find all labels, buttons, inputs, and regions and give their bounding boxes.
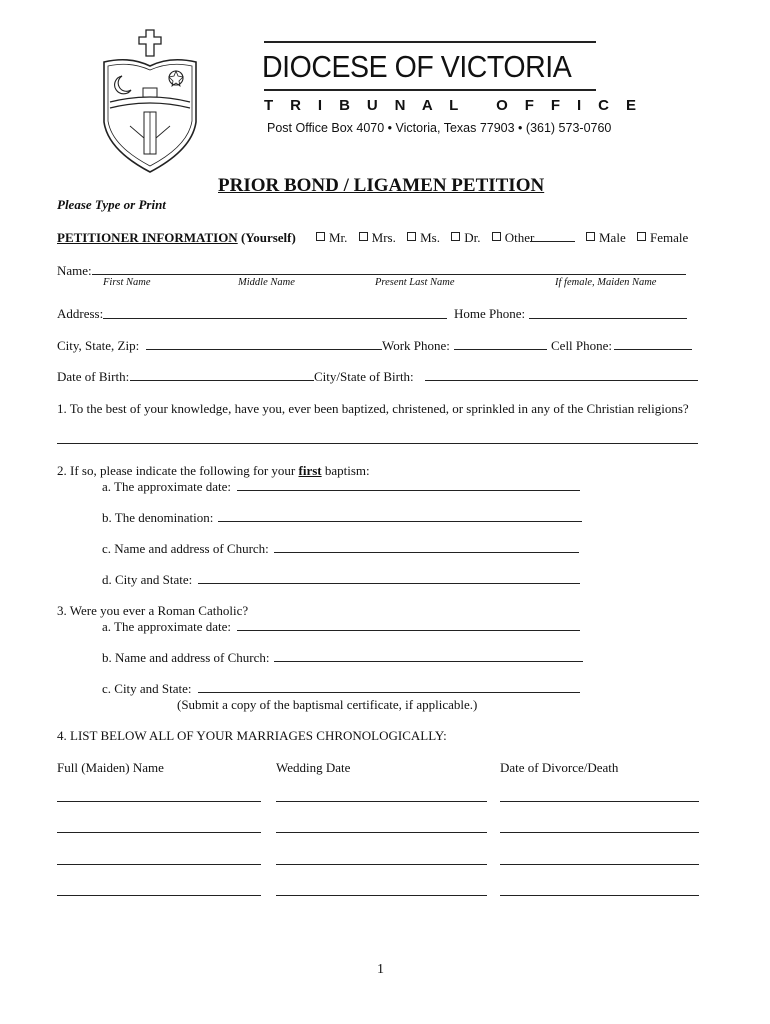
option-other[interactable]: Other xyxy=(492,230,535,245)
work-phone-field[interactable] xyxy=(454,349,547,350)
marriage-wedding-field[interactable] xyxy=(276,864,487,865)
option-mrs[interactable]: Mrs. xyxy=(359,230,396,245)
dob-label: Date of Birth: xyxy=(57,369,130,384)
checkbox[interactable] xyxy=(359,232,368,241)
header-rule-top xyxy=(264,41,596,43)
city-birth-field[interactable] xyxy=(425,380,698,381)
cell-phone-label: Cell Phone: xyxy=(551,338,613,353)
checkbox[interactable] xyxy=(586,232,595,241)
option-male[interactable]: Male xyxy=(586,230,626,245)
petitioner-heading: PETITIONER INFORMATION (Yourself) xyxy=(57,230,296,245)
q2d-field[interactable] xyxy=(198,583,580,584)
q3c-field[interactable] xyxy=(198,692,580,693)
name-label: Name: xyxy=(57,263,92,278)
col-wedding-date: Wedding Date xyxy=(276,760,351,775)
header-rule-mid xyxy=(264,89,596,91)
checkbox[interactable] xyxy=(407,232,416,241)
city-field[interactable] xyxy=(146,349,382,350)
q3c-label: c. City and State: xyxy=(102,681,192,696)
q3a-field[interactable] xyxy=(237,630,580,631)
marriage-end-field[interactable] xyxy=(500,864,699,865)
checkbox[interactable] xyxy=(316,232,325,241)
q3a-label: a. The approximate date: xyxy=(102,619,231,634)
instruction: Please Type or Print xyxy=(57,197,166,212)
diocese-seal xyxy=(100,26,200,176)
office-name: T R I B U N A L O F F I C E xyxy=(264,97,643,114)
dob-field[interactable] xyxy=(130,380,314,381)
q2a-label: a. The approximate date: xyxy=(102,479,231,494)
option-dr[interactable]: Dr. xyxy=(451,230,480,245)
seal-icon xyxy=(100,26,200,176)
form-title: PRIOR BOND / LIGAMEN PETITION xyxy=(218,175,545,196)
maiden-name-sublabel: If female, Maiden Name xyxy=(555,277,657,288)
marriage-end-field[interactable] xyxy=(500,801,699,802)
page-number: 1 xyxy=(377,962,384,977)
gender-options xyxy=(586,230,688,245)
option-ms[interactable]: Ms. xyxy=(407,230,440,245)
question-4: 4. LIST BELOW ALL OF YOUR MARRIAGES CHRONOLOGICALLY: xyxy=(57,728,447,743)
marriage-end-field[interactable] xyxy=(500,895,699,896)
col-full-name: Full (Maiden) Name xyxy=(57,760,164,775)
city-label: City, State, Zip: xyxy=(57,338,140,353)
question-1: 1. To the best of your knowledge, have you, ever been baptized, christened, or sprinkled in any of the Christian religions? xyxy=(57,401,689,416)
option-mr[interactable]: Mr. xyxy=(316,230,347,245)
name-field[interactable] xyxy=(92,274,686,275)
marriage-wedding-field[interactable] xyxy=(276,801,487,802)
first-name-sublabel: First Name xyxy=(103,277,151,288)
marriage-wedding-field[interactable] xyxy=(276,832,487,833)
marriage-name-field[interactable] xyxy=(57,832,261,833)
address-label: Address: xyxy=(57,306,104,321)
last-name-sublabel: Present Last Name xyxy=(375,277,455,288)
work-phone-label: Work Phone: xyxy=(382,338,450,353)
city-birth-label: City/State of Birth: xyxy=(314,369,414,384)
marriage-name-field[interactable] xyxy=(57,864,261,865)
checkbox[interactable] xyxy=(492,232,501,241)
home-phone-label: Home Phone: xyxy=(454,306,526,321)
question-3: 3. Were you ever a Roman Catholic? xyxy=(57,603,249,618)
q2d-label: d. City and State: xyxy=(102,572,193,587)
q2c-label: c. Name and address of Church: xyxy=(102,541,269,556)
marriage-wedding-field[interactable] xyxy=(276,895,487,896)
col-divorce-date: Date of Divorce/Death xyxy=(500,760,619,775)
q3b-field[interactable] xyxy=(274,661,583,662)
option-female[interactable]: Female xyxy=(637,230,688,245)
org-name: DIOCESE OF VICTORIA xyxy=(262,49,572,84)
q2b-label: b. The denomination: xyxy=(102,510,214,525)
marriage-name-field[interactable] xyxy=(57,895,261,896)
middle-name-sublabel: Middle Name xyxy=(238,277,295,288)
q3-note: (Submit a copy of the baptismal certificate, if applicable.) xyxy=(177,697,478,712)
address-field[interactable] xyxy=(103,318,447,319)
q2b-field[interactable] xyxy=(218,521,582,522)
marriage-end-field[interactable] xyxy=(500,832,699,833)
title-options xyxy=(316,230,534,245)
cell-phone-field[interactable] xyxy=(614,349,692,350)
q1-answer-field[interactable] xyxy=(57,443,698,444)
marriage-name-field[interactable] xyxy=(57,801,261,802)
home-phone-field[interactable] xyxy=(529,318,687,319)
checkbox[interactable] xyxy=(451,232,460,241)
q2a-field[interactable] xyxy=(237,490,580,491)
office-address: Post Office Box 4070 • Victoria, Texas 77903 • (361) 573-0760 xyxy=(267,121,612,135)
checkbox[interactable] xyxy=(637,232,646,241)
other-field[interactable] xyxy=(530,241,575,242)
q3b-label: b. Name and address of Church: xyxy=(102,650,270,665)
question-2: 2. If so, please indicate the following for your first baptism: xyxy=(57,463,370,478)
q2c-field[interactable] xyxy=(274,552,579,553)
